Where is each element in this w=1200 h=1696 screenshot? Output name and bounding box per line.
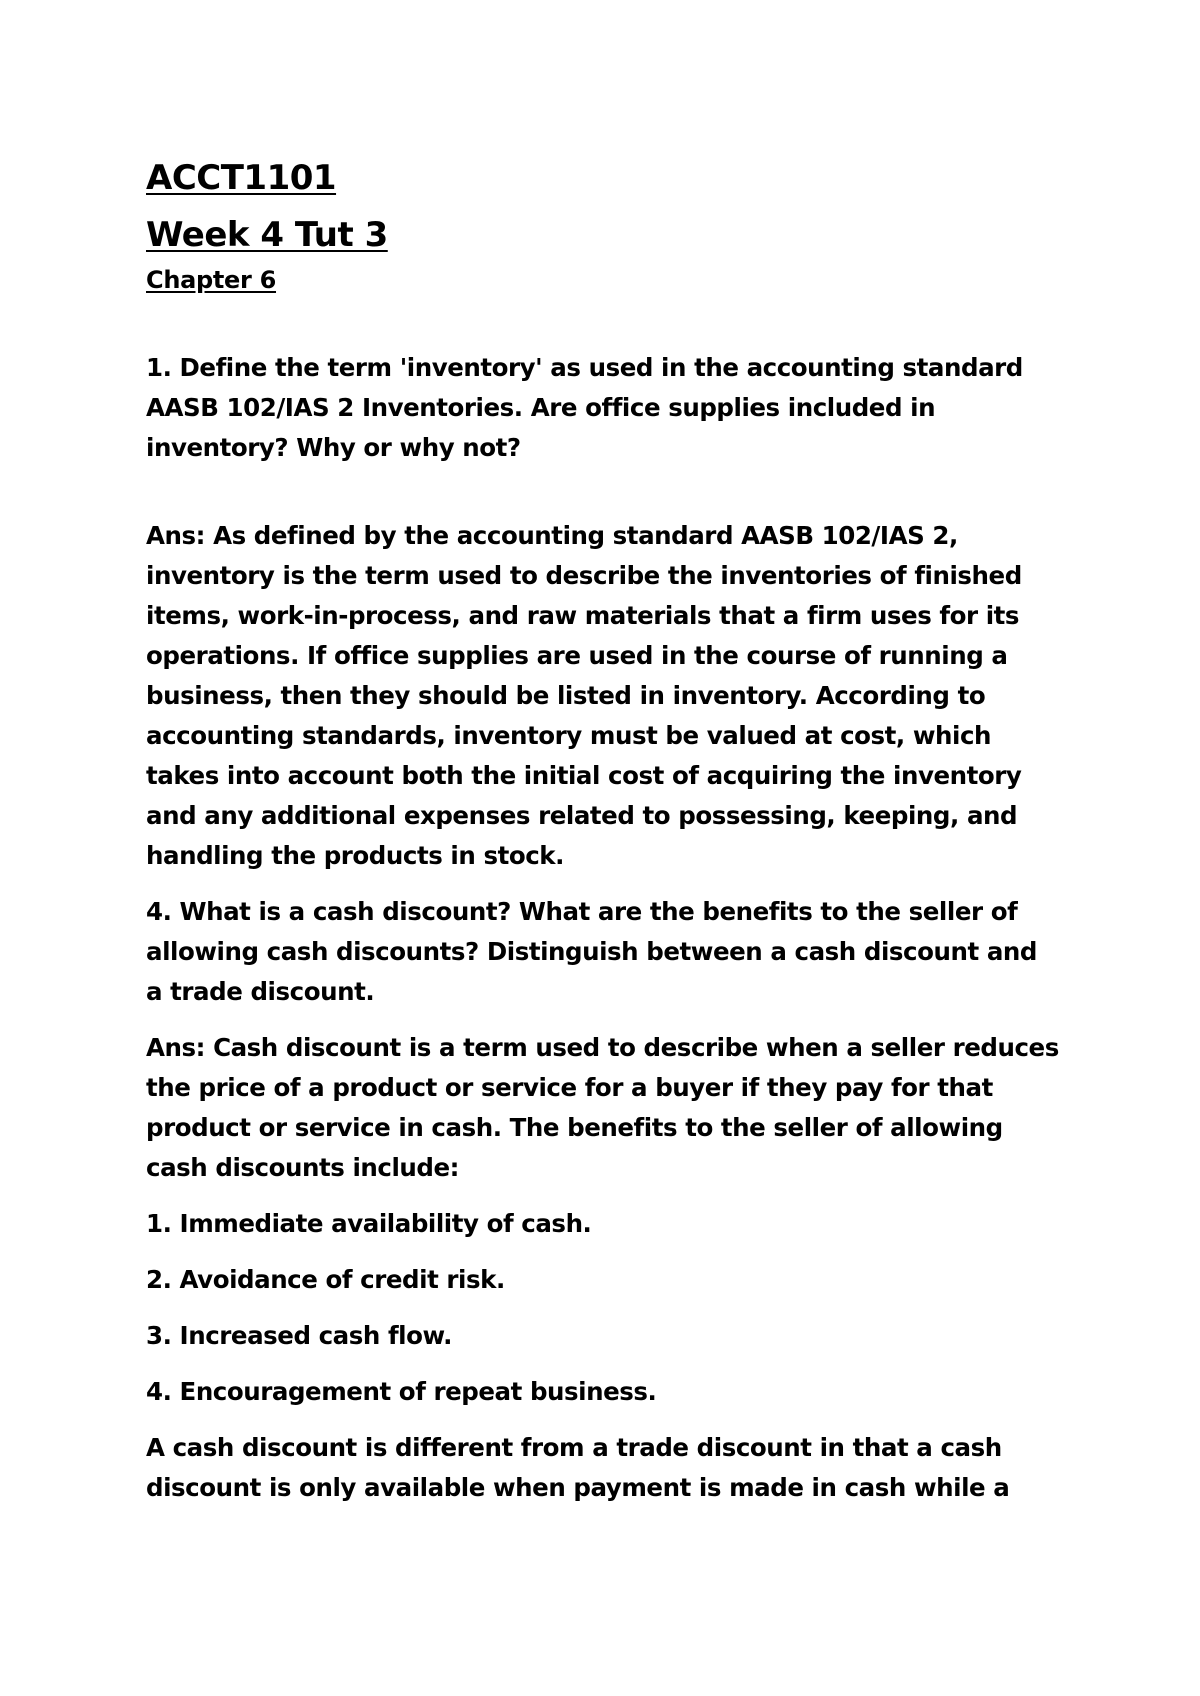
answer-4-line: Ans: Cash discount is a term used to describe when a seller reduces (146, 1033, 1059, 1062)
question-4-line: allowing cash discounts? Distinguish between a cash discount and (146, 937, 1037, 966)
answer-1-line: Ans: As defined by the accounting standard AASB 102/IAS 2, (146, 521, 958, 550)
benefit-item: 4. Encouragement of repeat business. (146, 1377, 657, 1406)
document-page (146, 150, 1066, 1508)
answer-4-line: product or service in cash. The benefits to the seller of allowing (146, 1113, 1003, 1142)
closing-line: A cash discount is different from a trade discount in that a cash (146, 1433, 1002, 1462)
question-1-line: AASB 102/IAS 2 Inventories. Are office supplies included in (146, 393, 936, 422)
answer-1-line: accounting standards, inventory must be valued at cost, which (146, 721, 992, 750)
answer-1-line: items, work-in-process, and raw materials that a firm uses for its (146, 601, 1020, 630)
answer-1-line: operations. If office supplies are used in the course of running a (146, 641, 1008, 670)
closing-line: discount is only available when payment is made in cash while a (146, 1473, 1010, 1502)
answer-4 (146, 1028, 1066, 1188)
answer-1-line: and any additional expenses related to possessing, keeping, and (146, 801, 1018, 830)
question-4-line: a trade discount. (146, 977, 375, 1006)
course-title: ACCT1101 (146, 158, 337, 198)
benefit-item: 2. Avoidance of credit risk. (146, 1265, 505, 1294)
question-1-line: inventory? Why or why not? (146, 433, 521, 462)
answer-1-line: business, then they should be listed in inventory. According to (146, 681, 986, 710)
chapter-heading: Chapter 6 (146, 266, 277, 294)
closing-paragraph (146, 1428, 1066, 1508)
question-4-line: 4. What is a cash discount? What are the benefits to the seller of (146, 897, 1018, 926)
answer-1-line: takes into account both the initial cost of acquiring the inventory (146, 761, 1022, 790)
benefit-item: 3. Increased cash flow. (146, 1321, 452, 1350)
answer-4-line: the price of a product or service for a buyer if they pay for that (146, 1073, 993, 1102)
answer-1-line: handling the products in stock. (146, 841, 565, 870)
question-1 (146, 348, 1066, 468)
benefit-item: 1. Immediate availability of cash. (146, 1209, 592, 1238)
question-1-line: 1. Define the term 'inventory' as used in the accounting standard (146, 353, 1023, 382)
week-title: Week 4 Tut 3 (146, 215, 388, 255)
answer-4-line: cash discounts include: (146, 1153, 459, 1182)
answer-1 (146, 516, 1066, 876)
question-4 (146, 892, 1066, 1012)
answer-1-line: inventory is the term used to describe the inventories of finished (146, 561, 1022, 590)
